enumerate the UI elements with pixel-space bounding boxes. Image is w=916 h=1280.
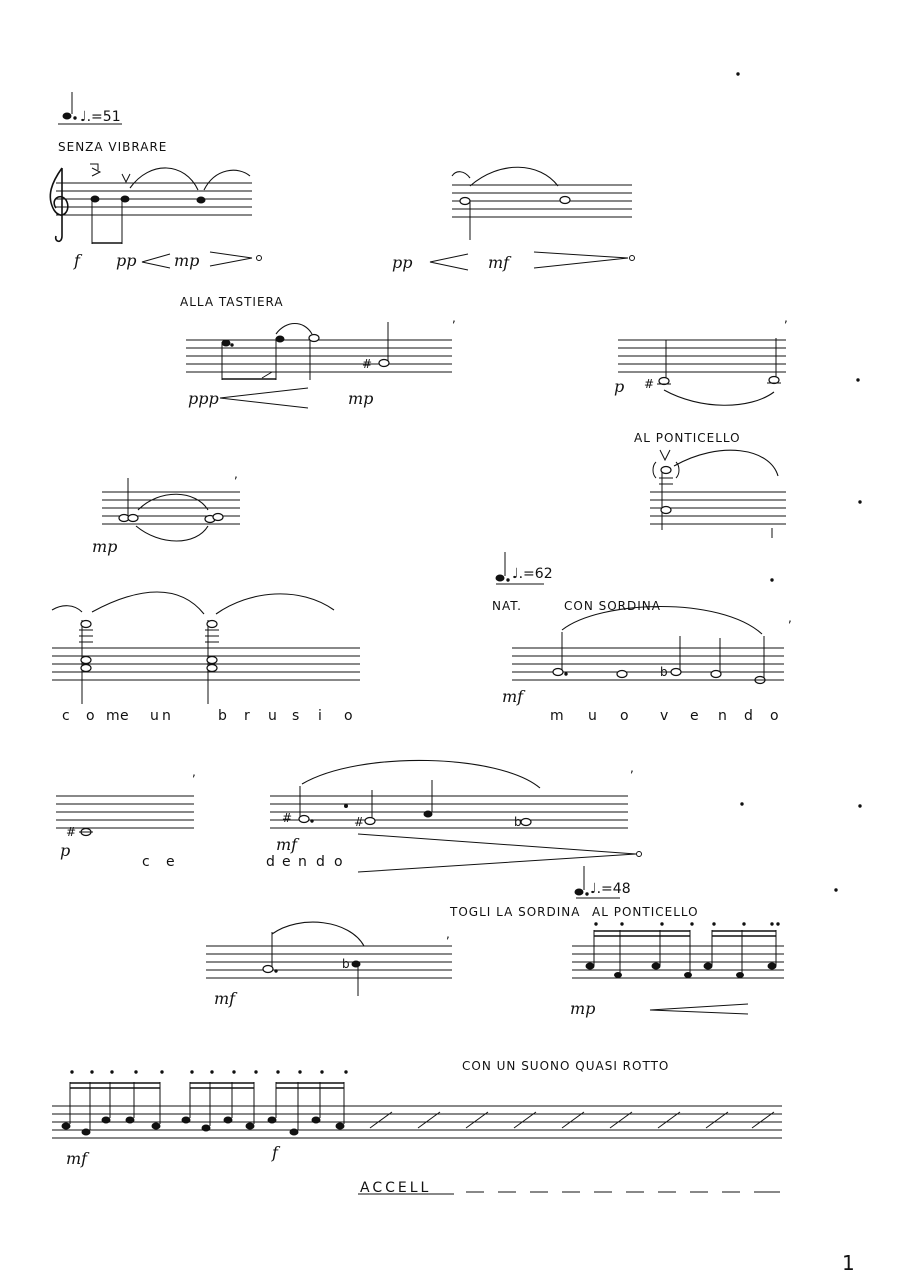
lyrics-line-2: [550, 708, 781, 724]
tempo-text-3: ♩.=48: [590, 881, 631, 897]
svg-text:b: b: [514, 815, 523, 829]
notes-6b-figure-1: [586, 923, 779, 978]
notes-6a: [263, 922, 451, 996]
dynamic-f-1: f: [74, 251, 80, 270]
staff-1a: [56, 183, 252, 215]
niente-circle-1: [257, 256, 262, 261]
staff-5b: [270, 796, 628, 828]
svg-text:o: o: [620, 708, 631, 724]
direction-senza-vibrare: SENZA VIBRARE: [58, 140, 168, 154]
notes-3a: [119, 467, 239, 541]
svg-text:d: d: [744, 708, 755, 724]
dynamic-pp-1: pp: [116, 251, 137, 270]
crescendo-hairpin-1: [142, 254, 170, 268]
svg-text:b: b: [660, 665, 669, 679]
staff-2b: [618, 340, 786, 372]
staff-6b: [572, 946, 784, 978]
crescendo-hairpin-4: [650, 1004, 748, 1014]
svg-text:,: ,: [784, 311, 789, 325]
svg-text:o: o: [334, 854, 345, 870]
svg-text:v: v: [660, 708, 671, 724]
svg-text:#: #: [282, 811, 294, 825]
svg-text:o: o: [86, 708, 97, 724]
notes-3b: [653, 450, 778, 538]
direction-togli-sordina: TOGLI LA SORDINA: [450, 905, 581, 919]
svg-text:d: d: [266, 854, 277, 870]
treble-clef-icon: [50, 168, 68, 241]
lyrics-line-3a: [142, 854, 177, 870]
dynamic-mf-4: mf: [214, 989, 236, 1008]
staff-6a: [206, 946, 452, 978]
svg-text:o: o: [770, 708, 781, 724]
svg-text:o: o: [344, 708, 355, 724]
svg-text:m: m: [106, 708, 122, 724]
dynamic-mp-2: mp: [348, 389, 374, 408]
svg-text:,: ,: [192, 765, 197, 779]
svg-text:c: c: [62, 708, 72, 724]
dynamic-mf-1: mf: [488, 253, 510, 272]
direction-al-ponticello-2: AL PONTICELLO: [592, 905, 699, 919]
dynamic-mp-1: mp: [174, 251, 200, 270]
svg-text:e: e: [282, 854, 293, 870]
dynamic-mf-3: mf: [276, 835, 298, 854]
svg-text:b: b: [342, 957, 351, 971]
decrescendo-hairpin-1: [210, 252, 252, 266]
staff-4a: [52, 648, 360, 680]
dynamic-mp-4: mp: [570, 999, 596, 1018]
svg-text:e: e: [166, 854, 177, 870]
decrescendo-hairpin-2: [534, 252, 628, 268]
lyrics-line-1: [62, 708, 355, 724]
notes-5b: [282, 760, 635, 829]
crescendo-hairpin-2: [430, 254, 468, 270]
svg-text:m: m: [550, 708, 566, 724]
lyrics-line-3b: [266, 854, 345, 870]
svg-text:u: u: [268, 708, 279, 724]
svg-text:,: ,: [788, 611, 793, 625]
niente-circle-3: [637, 852, 642, 857]
direction-con-sordina: CON SORDINA: [564, 599, 661, 613]
svg-text:u: u: [588, 708, 599, 724]
notes-2a: [222, 311, 457, 380]
notes-1b: [452, 167, 570, 240]
svg-text:#: #: [362, 357, 374, 371]
dynamic-pp-2: pp: [392, 253, 413, 272]
svg-text:n: n: [162, 708, 173, 724]
dynamic-p-2: p: [60, 841, 71, 860]
svg-text:u: u: [150, 708, 161, 724]
dynamic-f-2: f: [272, 1143, 278, 1162]
page-number: 1: [842, 1251, 855, 1275]
svg-text:b: b: [218, 708, 229, 724]
tempo-marking-3: [575, 866, 631, 898]
decrescendo-hairpin-3: [358, 834, 636, 872]
svg-text:r: r: [244, 708, 252, 724]
direction-nat: NAT.: [492, 599, 522, 613]
staff-1b: [452, 185, 632, 217]
tempo-marking-1: [58, 92, 122, 125]
svg-text:#: #: [354, 815, 366, 829]
svg-text:i: i: [318, 708, 324, 724]
tempo-text-1: ♩.=51: [80, 109, 121, 125]
svg-text:s: s: [292, 708, 302, 724]
direction-accel: ACCELL: [360, 1180, 432, 1196]
notes-2b: [644, 311, 789, 405]
svg-text:,: ,: [452, 311, 457, 325]
direction-alla-tastiera: ALLA TASTIERA: [180, 295, 284, 309]
staff-7: [52, 1106, 782, 1138]
tempo-text-2: ♩.=62: [512, 566, 553, 582]
dynamic-p-1: p: [614, 377, 625, 396]
direction-al-ponticello-1: AL PONTICELLO: [634, 431, 741, 445]
dynamic-mp-3: mp: [92, 537, 118, 556]
svg-text:e: e: [690, 708, 701, 724]
svg-text:n: n: [298, 854, 309, 870]
dynamic-ppp: ppp: [188, 389, 219, 408]
svg-text:,: ,: [446, 927, 451, 941]
dynamic-mf-2: mf: [502, 687, 524, 706]
notes-7: [62, 1071, 347, 1135]
svg-text:,: ,: [234, 467, 239, 481]
staff-5a: [56, 796, 194, 828]
crescendo-hairpin-3: [220, 388, 308, 408]
svg-text:#: #: [644, 377, 656, 391]
direction-con-suono: CON UN SUONO QUASI ROTTO: [462, 1059, 670, 1073]
dynamic-mf-5: mf: [66, 1149, 88, 1168]
notes-1a: [90, 164, 250, 244]
svg-text:,: ,: [630, 761, 635, 775]
svg-text:n: n: [718, 708, 729, 724]
tempo-marking-2: [496, 552, 553, 584]
scan-specks: [737, 73, 861, 925]
niente-circle-2: [630, 256, 635, 261]
svg-text:e: e: [120, 708, 131, 724]
svg-text:d: d: [316, 854, 327, 870]
staff-4b: [512, 648, 784, 680]
svg-text:c: c: [142, 854, 152, 870]
svg-text:#: #: [66, 825, 78, 839]
